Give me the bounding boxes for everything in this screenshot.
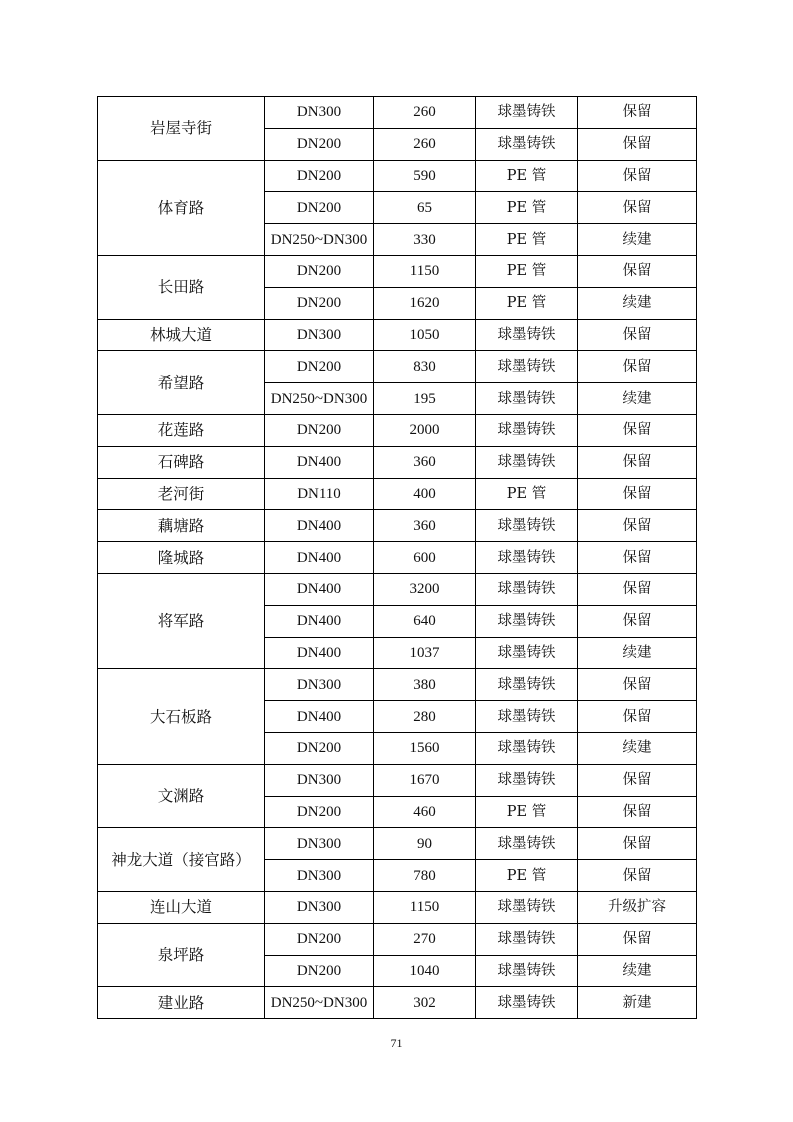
length-cell: 460 [374, 796, 476, 828]
length-cell: 1670 [374, 764, 476, 796]
length-cell: 270 [374, 923, 476, 955]
pipe-spec-cell: DN400 [265, 637, 374, 669]
material-cell: 球墨铸铁 [476, 669, 578, 701]
material-cell: PE 管 [476, 478, 578, 510]
pipe-spec-cell: DN200 [265, 192, 374, 224]
table-row [98, 923, 697, 955]
pipe-spec-cell: DN300 [265, 828, 374, 860]
table-row [98, 891, 697, 923]
material-cell: 球墨铸铁 [476, 446, 578, 478]
length-cell: 1620 [374, 287, 476, 319]
material-cell: PE 管 [476, 224, 578, 256]
pipe-spec-cell: DN400 [265, 701, 374, 733]
length-cell: 400 [374, 478, 476, 510]
action-cell: 保留 [578, 192, 697, 224]
action-cell: 保留 [578, 542, 697, 574]
pipe-spec-cell: DN250~DN300 [265, 383, 374, 415]
road-name-cell: 老河街 [98, 478, 265, 510]
road-name-cell: 花莲路 [98, 414, 265, 446]
length-cell: 2000 [374, 414, 476, 446]
action-cell: 续建 [578, 955, 697, 987]
length-cell: 260 [374, 128, 476, 160]
table-row [98, 446, 697, 478]
material-cell: 球墨铸铁 [476, 923, 578, 955]
length-cell: 780 [374, 860, 476, 892]
material-cell: PE 管 [476, 287, 578, 319]
road-name-cell: 岩屋寺街 [98, 97, 265, 161]
material-cell: 球墨铸铁 [476, 637, 578, 669]
length-cell: 1150 [374, 255, 476, 287]
action-cell: 保留 [578, 573, 697, 605]
pipe-spec-cell: DN400 [265, 573, 374, 605]
length-cell: 1560 [374, 732, 476, 764]
pipe-spec-cell: DN200 [265, 255, 374, 287]
page-number: 71 [390, 1036, 403, 1050]
material-cell: 球墨铸铁 [476, 573, 578, 605]
action-cell: 续建 [578, 287, 697, 319]
pipe-spec-cell: DN200 [265, 732, 374, 764]
material-cell: 球墨铸铁 [476, 128, 578, 160]
length-cell: 260 [374, 97, 476, 129]
action-cell: 续建 [578, 224, 697, 256]
material-cell: 球墨铸铁 [476, 605, 578, 637]
material-cell: PE 管 [476, 160, 578, 192]
material-cell: 球墨铸铁 [476, 701, 578, 733]
action-cell: 保留 [578, 255, 697, 287]
action-cell: 保留 [578, 351, 697, 383]
pipe-spec-cell: DN300 [265, 669, 374, 701]
length-cell: 302 [374, 987, 476, 1019]
pipe-spec-cell: DN400 [265, 605, 374, 637]
material-cell: 球墨铸铁 [476, 987, 578, 1019]
table-row [98, 764, 697, 796]
table-row [98, 319, 697, 351]
pipe-spec-cell: DN200 [265, 796, 374, 828]
action-cell: 保留 [578, 160, 697, 192]
length-cell: 600 [374, 542, 476, 574]
table-row [98, 160, 697, 192]
length-cell: 1040 [374, 955, 476, 987]
action-cell: 保留 [578, 923, 697, 955]
material-cell: PE 管 [476, 192, 578, 224]
action-cell: 保留 [578, 319, 697, 351]
material-cell: 球墨铸铁 [476, 414, 578, 446]
pipe-spec-cell: DN200 [265, 128, 374, 160]
pipe-network-table [97, 96, 697, 1019]
pipe-spec-cell: DN400 [265, 510, 374, 542]
pipe-spec-cell: DN250~DN300 [265, 987, 374, 1019]
road-name-cell: 长田路 [98, 255, 265, 319]
pipe-spec-cell: DN300 [265, 97, 374, 129]
pipe-spec-cell: DN400 [265, 446, 374, 478]
road-name-cell: 文渊路 [98, 764, 265, 828]
road-name-cell: 将军路 [98, 573, 265, 668]
length-cell: 360 [374, 446, 476, 478]
length-cell: 640 [374, 605, 476, 637]
material-cell: 球墨铸铁 [476, 351, 578, 383]
action-cell: 保留 [578, 414, 697, 446]
length-cell: 1037 [374, 637, 476, 669]
table-row [98, 414, 697, 446]
table-row [98, 669, 697, 701]
pipe-spec-cell: DN300 [265, 891, 374, 923]
table-row [98, 542, 697, 574]
action-cell: 保留 [578, 860, 697, 892]
action-cell: 新建 [578, 987, 697, 1019]
material-cell: 球墨铸铁 [476, 891, 578, 923]
action-cell: 升级扩容 [578, 891, 697, 923]
material-cell: 球墨铸铁 [476, 542, 578, 574]
action-cell: 保留 [578, 669, 697, 701]
road-name-cell: 藕塘路 [98, 510, 265, 542]
road-name-cell: 隆城路 [98, 542, 265, 574]
table-row [98, 351, 697, 383]
material-cell: 球墨铸铁 [476, 319, 578, 351]
pipe-spec-cell: DN300 [265, 764, 374, 796]
table-row [98, 478, 697, 510]
road-name-cell: 建业路 [98, 987, 265, 1019]
length-cell: 1050 [374, 319, 476, 351]
material-cell: 球墨铸铁 [476, 510, 578, 542]
pipe-spec-cell: DN200 [265, 414, 374, 446]
action-cell: 保留 [578, 478, 697, 510]
pipe-spec-cell: DN250~DN300 [265, 224, 374, 256]
action-cell: 保留 [578, 97, 697, 129]
road-name-cell: 石碑路 [98, 446, 265, 478]
length-cell: 90 [374, 828, 476, 860]
road-name-cell: 泉坪路 [98, 923, 265, 987]
length-cell: 280 [374, 701, 476, 733]
length-cell: 830 [374, 351, 476, 383]
pipe-spec-cell: DN110 [265, 478, 374, 510]
action-cell: 保留 [578, 446, 697, 478]
material-cell: 球墨铸铁 [476, 383, 578, 415]
road-name-cell: 希望路 [98, 351, 265, 415]
action-cell: 保留 [578, 128, 697, 160]
action-cell: 保留 [578, 828, 697, 860]
material-cell: 球墨铸铁 [476, 97, 578, 129]
length-cell: 360 [374, 510, 476, 542]
length-cell: 590 [374, 160, 476, 192]
pipe-spec-cell: DN200 [265, 955, 374, 987]
pipe-spec-cell: DN300 [265, 860, 374, 892]
material-cell: 球墨铸铁 [476, 764, 578, 796]
road-name-cell: 大石板路 [98, 669, 265, 764]
length-cell: 65 [374, 192, 476, 224]
material-cell: PE 管 [476, 255, 578, 287]
material-cell: 球墨铸铁 [476, 955, 578, 987]
table-row [98, 987, 697, 1019]
material-cell: 球墨铸铁 [476, 828, 578, 860]
action-cell: 保留 [578, 701, 697, 733]
table-row [98, 828, 697, 860]
length-cell: 1150 [374, 891, 476, 923]
action-cell: 保留 [578, 796, 697, 828]
action-cell: 续建 [578, 383, 697, 415]
road-name-cell: 林城大道 [98, 319, 265, 351]
action-cell: 保留 [578, 605, 697, 637]
table-row [98, 255, 697, 287]
table-row [98, 97, 697, 129]
pipe-spec-cell: DN200 [265, 160, 374, 192]
pipe-spec-cell: DN400 [265, 542, 374, 574]
material-cell: PE 管 [476, 796, 578, 828]
pipe-spec-cell: DN200 [265, 923, 374, 955]
road-name-cell: 体育路 [98, 160, 265, 255]
action-cell: 保留 [578, 510, 697, 542]
table-row [98, 573, 697, 605]
action-cell: 续建 [578, 637, 697, 669]
road-name-cell: 神龙大道（接官路） [98, 828, 265, 892]
material-cell: PE 管 [476, 860, 578, 892]
length-cell: 380 [374, 669, 476, 701]
pipe-spec-cell: DN200 [265, 287, 374, 319]
road-name-cell: 连山大道 [98, 891, 265, 923]
length-cell: 195 [374, 383, 476, 415]
pipe-spec-cell: DN300 [265, 319, 374, 351]
action-cell: 续建 [578, 732, 697, 764]
table-body [98, 97, 697, 1019]
material-cell: 球墨铸铁 [476, 732, 578, 764]
pipe-spec-cell: DN200 [265, 351, 374, 383]
length-cell: 3200 [374, 573, 476, 605]
action-cell: 保留 [578, 764, 697, 796]
length-cell: 330 [374, 224, 476, 256]
table-row [98, 510, 697, 542]
